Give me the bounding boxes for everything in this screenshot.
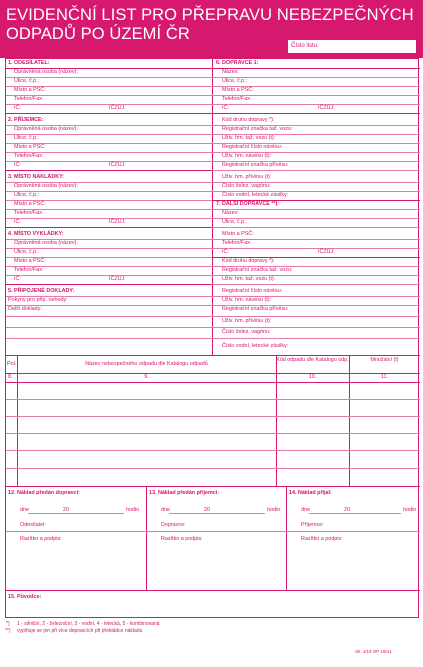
- s14-date-line[interactable]: [309, 513, 401, 514]
- footnote1-mark: *): [6, 621, 10, 627]
- divider: [6, 170, 212, 171]
- s7-field-hm-tazvuz[interactable]: Uživ. hm. taž. vozu (t):: [222, 276, 276, 282]
- section1-title: 1. ODESÍLATEL:: [8, 60, 50, 66]
- s7-field-misto[interactable]: Místo a PSČ:: [222, 231, 254, 237]
- divider: [6, 382, 420, 383]
- s3-field-nazev[interactable]: Oprávněná osoba (název):: [14, 183, 78, 189]
- table-row[interactable]: [6, 433, 420, 434]
- s2-field-iczuj[interactable]: IČZÚJ:: [109, 162, 126, 168]
- s6-field-navesu[interactable]: Registrační číslo návěsu:: [222, 144, 283, 150]
- s7-field-ulice[interactable]: Ulice, č.p.:: [222, 219, 248, 225]
- table-header-kod: Kód odpadu dle Katalogu odp.: [276, 357, 349, 363]
- divider: [212, 104, 420, 105]
- cislo-listu-field[interactable]: Číslo listu:: [287, 39, 417, 54]
- s5-field-doklady[interactable]: Další doklady:: [8, 306, 42, 312]
- s7-field-navesu[interactable]: Registrační číslo návěsu:: [222, 288, 283, 294]
- s3-field-ic[interactable]: IČ:: [14, 219, 21, 225]
- divider: [6, 113, 212, 114]
- s1-field-ulice[interactable]: Ulice, č.p.:: [14, 78, 40, 84]
- divider: [212, 284, 420, 285]
- divider: [212, 338, 420, 339]
- table-col-11: 11.: [380, 374, 389, 380]
- s6-field-hm-privesu[interactable]: Uživ. hm. přívěsu (t):: [222, 174, 272, 180]
- s12-rok: 20: [63, 507, 69, 513]
- s5-field-pokyny[interactable]: Pokyny pro přip. nehody:: [8, 297, 68, 303]
- s14-razitko[interactable]: Razítko a podpis:: [301, 536, 343, 542]
- s1-field-misto[interactable]: Místo a PSČ:: [14, 87, 46, 93]
- table-row[interactable]: [6, 416, 420, 417]
- s7-field-hm-navesu[interactable]: Uživ. hm. návěsu (t):: [222, 297, 272, 303]
- s6-field-iczuj[interactable]: IČZÚJ:: [318, 105, 335, 111]
- form-body: [5, 58, 419, 618]
- s14-dne: dne: [301, 507, 310, 513]
- footnote1-text: 1 - silniční, 2 - železniční, 3 - vodní, 4 - letecká, 5 - kombinovaná: [17, 621, 160, 627]
- s6-field-kod[interactable]: Kód druhu dopravy *):: [222, 117, 275, 123]
- section13-title: 13. Náklad předán příjemci:: [149, 490, 220, 496]
- footnote2-text: vyplňuje se jen při více dopravcích při překládce nákladu: [17, 628, 143, 634]
- s2-field-ic[interactable]: IČ:: [14, 162, 21, 168]
- s6-field-tazvuz[interactable]: Registrační značka taž. vozu:: [222, 126, 293, 132]
- s3-field-misto[interactable]: Místo a PSČ:: [14, 201, 46, 207]
- table-col-9: 9.: [144, 374, 149, 380]
- s12-date-line[interactable]: [28, 513, 124, 514]
- s2-field-ulice[interactable]: Ulice, č.p.:: [14, 135, 40, 141]
- s4-field-telefon[interactable]: Telefon/Fax:: [14, 267, 44, 273]
- s4-field-iczuj[interactable]: IČZÚJ:: [109, 276, 126, 282]
- divider: [212, 170, 420, 171]
- s7-field-ic[interactable]: IČ:: [222, 249, 229, 255]
- s13-dopravce[interactable]: Dopravce:: [161, 522, 186, 528]
- s4-field-misto[interactable]: Místo a PSČ:: [14, 258, 46, 264]
- divider: [6, 355, 420, 356]
- form-title-line2: ODPADŮ PO ÚZEMÍ ČR: [6, 25, 190, 43]
- s6-field-nazev[interactable]: Název:: [222, 69, 239, 75]
- s7-field-hm-privesu[interactable]: Uživ. hm. přívěsu (t):: [222, 318, 272, 324]
- s7-field-vagon[interactable]: Číslo želez. vagónu:: [222, 329, 271, 335]
- s13-razitko[interactable]: Razítko a podpis:: [161, 536, 203, 542]
- s3-field-iczuj[interactable]: IČZÚJ:: [109, 219, 126, 225]
- s12-hodin: hodin: [126, 507, 140, 513]
- divider: [6, 316, 212, 317]
- section14-title: 14. Náklad přijal:: [289, 490, 332, 496]
- s1-field-nazev[interactable]: Oprávněná osoba (název):: [14, 69, 78, 75]
- s7-field-nazev[interactable]: Název:: [222, 210, 239, 216]
- s2-field-nazev[interactable]: Oprávněná osoba (název):: [14, 126, 78, 132]
- divider: [212, 248, 420, 249]
- table-header-mnozstvi: Množství (t): [370, 357, 399, 363]
- form-header: [0, 0, 423, 58]
- s7-field-tazvuz[interactable]: Registrační značka taž. vozu:: [222, 267, 293, 273]
- s4-field-ic[interactable]: IČ:: [14, 276, 21, 282]
- form-title-line1: EVIDENČNÍ LIST PRO PŘEPRAVU NEBEZPEČNÝCH: [6, 6, 414, 24]
- table-row[interactable]: [6, 468, 420, 469]
- section2-title: 2. PŘÍJEMCE:: [8, 117, 44, 123]
- s6-field-vagon[interactable]: Číslo želez. vagónu:: [222, 183, 271, 189]
- section15-title: 15. Původce:: [8, 594, 42, 600]
- s14-hodin: hodin: [403, 507, 417, 513]
- s7-field-telefon[interactable]: Telefon/Fax:: [222, 240, 252, 246]
- table-header-pol: Pol.: [7, 361, 17, 367]
- s14-rok: 20: [344, 507, 350, 513]
- s2-field-misto[interactable]: Místo a PSČ:: [14, 144, 46, 150]
- s3-field-telefon[interactable]: Telefon/Fax:: [14, 210, 44, 216]
- section3-title: 3. MÍSTO NAKLÁDKY:: [8, 174, 65, 180]
- s2-field-telefon[interactable]: Telefon/Fax:: [14, 153, 44, 159]
- divider: [6, 227, 212, 228]
- divider: [6, 338, 212, 339]
- s7-field-zasilka[interactable]: Číslo vodní, letecké zásilky:: [222, 343, 289, 349]
- s3-field-ulice[interactable]: Ulice, č.p.:: [14, 192, 40, 198]
- s4-field-ulice[interactable]: Ulice, č.p.:: [14, 249, 40, 255]
- s12-odesilatel[interactable]: Odesílatel:: [20, 522, 46, 528]
- s6-field-privesu[interactable]: Registrační značka přívěsu:: [222, 162, 289, 168]
- s4-field-nazev[interactable]: Oprávněná osoba (název):: [14, 240, 78, 246]
- s14-prijemce[interactable]: Příjemce:: [301, 522, 324, 528]
- s1-field-ic[interactable]: IČ:: [14, 105, 21, 111]
- divider: [286, 486, 287, 590]
- s13-rok: 20: [204, 507, 210, 513]
- s7-field-kod[interactable]: Kód druhu dopravy *):: [222, 258, 275, 264]
- s6-field-hm-navesu[interactable]: Uživ. hm. návěsu (t):: [222, 153, 272, 159]
- s6-field-zasilka[interactable]: Číslo vodní, letecké zásilky:: [222, 192, 289, 198]
- divider: [212, 68, 420, 69]
- section7-title: 7. DALŠÍ DOPRAVCE **):: [216, 201, 280, 207]
- s7-field-iczuj[interactable]: IČZÚJ:: [318, 249, 335, 255]
- section12-title: 12. Náklad předán dopravci:: [8, 490, 80, 496]
- footnote2-mark: **): [5, 628, 11, 634]
- divider: [6, 284, 212, 285]
- s12-razitko[interactable]: Razítko a podpis:: [20, 536, 62, 542]
- s12-dne: dne: [20, 507, 29, 513]
- section5-title: 5. PŘIPOJENÉ DOKLADY:: [8, 288, 75, 294]
- table-row[interactable]: [6, 450, 420, 451]
- table-col-8: 8.: [8, 374, 13, 380]
- s1-field-iczuj[interactable]: IČZÚJ:: [109, 105, 126, 111]
- section6-title: 6. DOPRAVCE 1:: [216, 60, 259, 66]
- s13-dne: dne: [161, 507, 170, 513]
- s6-field-ic[interactable]: IČ:: [222, 105, 229, 111]
- divider: [6, 590, 420, 591]
- divider: [6, 327, 212, 328]
- divider: [212, 209, 420, 210]
- divider: [6, 486, 420, 487]
- table-row[interactable]: [6, 399, 420, 400]
- form-code: Sk. 4/19 OP 19/41: [355, 649, 392, 654]
- s7-field-privesu[interactable]: Registrační značka přívěsu:: [222, 306, 289, 312]
- s13-date-line[interactable]: [169, 513, 265, 514]
- table-col-10: 10.: [308, 374, 317, 380]
- s6-field-ulice[interactable]: Ulice, č.p.:: [222, 78, 248, 84]
- divider: [212, 227, 420, 228]
- s6-field-misto[interactable]: Místo a PSČ:: [222, 87, 254, 93]
- s6-field-hm-tazvuz[interactable]: Uživ. hm. taž. vozu (t):: [222, 135, 276, 141]
- divider: [146, 486, 147, 590]
- divider: [212, 113, 420, 114]
- table-header-nazev: Název nebezpečného odpadu dle Katalogu odpadů: [85, 361, 208, 367]
- s13-hodin: hodin: [267, 507, 281, 513]
- divider: [6, 531, 420, 532]
- s6-field-telefon[interactable]: Telefon/Fax:: [222, 96, 252, 102]
- s1-field-telefon[interactable]: Telefon/Fax:: [14, 96, 44, 102]
- section4-title: 4. MÍSTO VYKLÁDKY:: [8, 231, 64, 237]
